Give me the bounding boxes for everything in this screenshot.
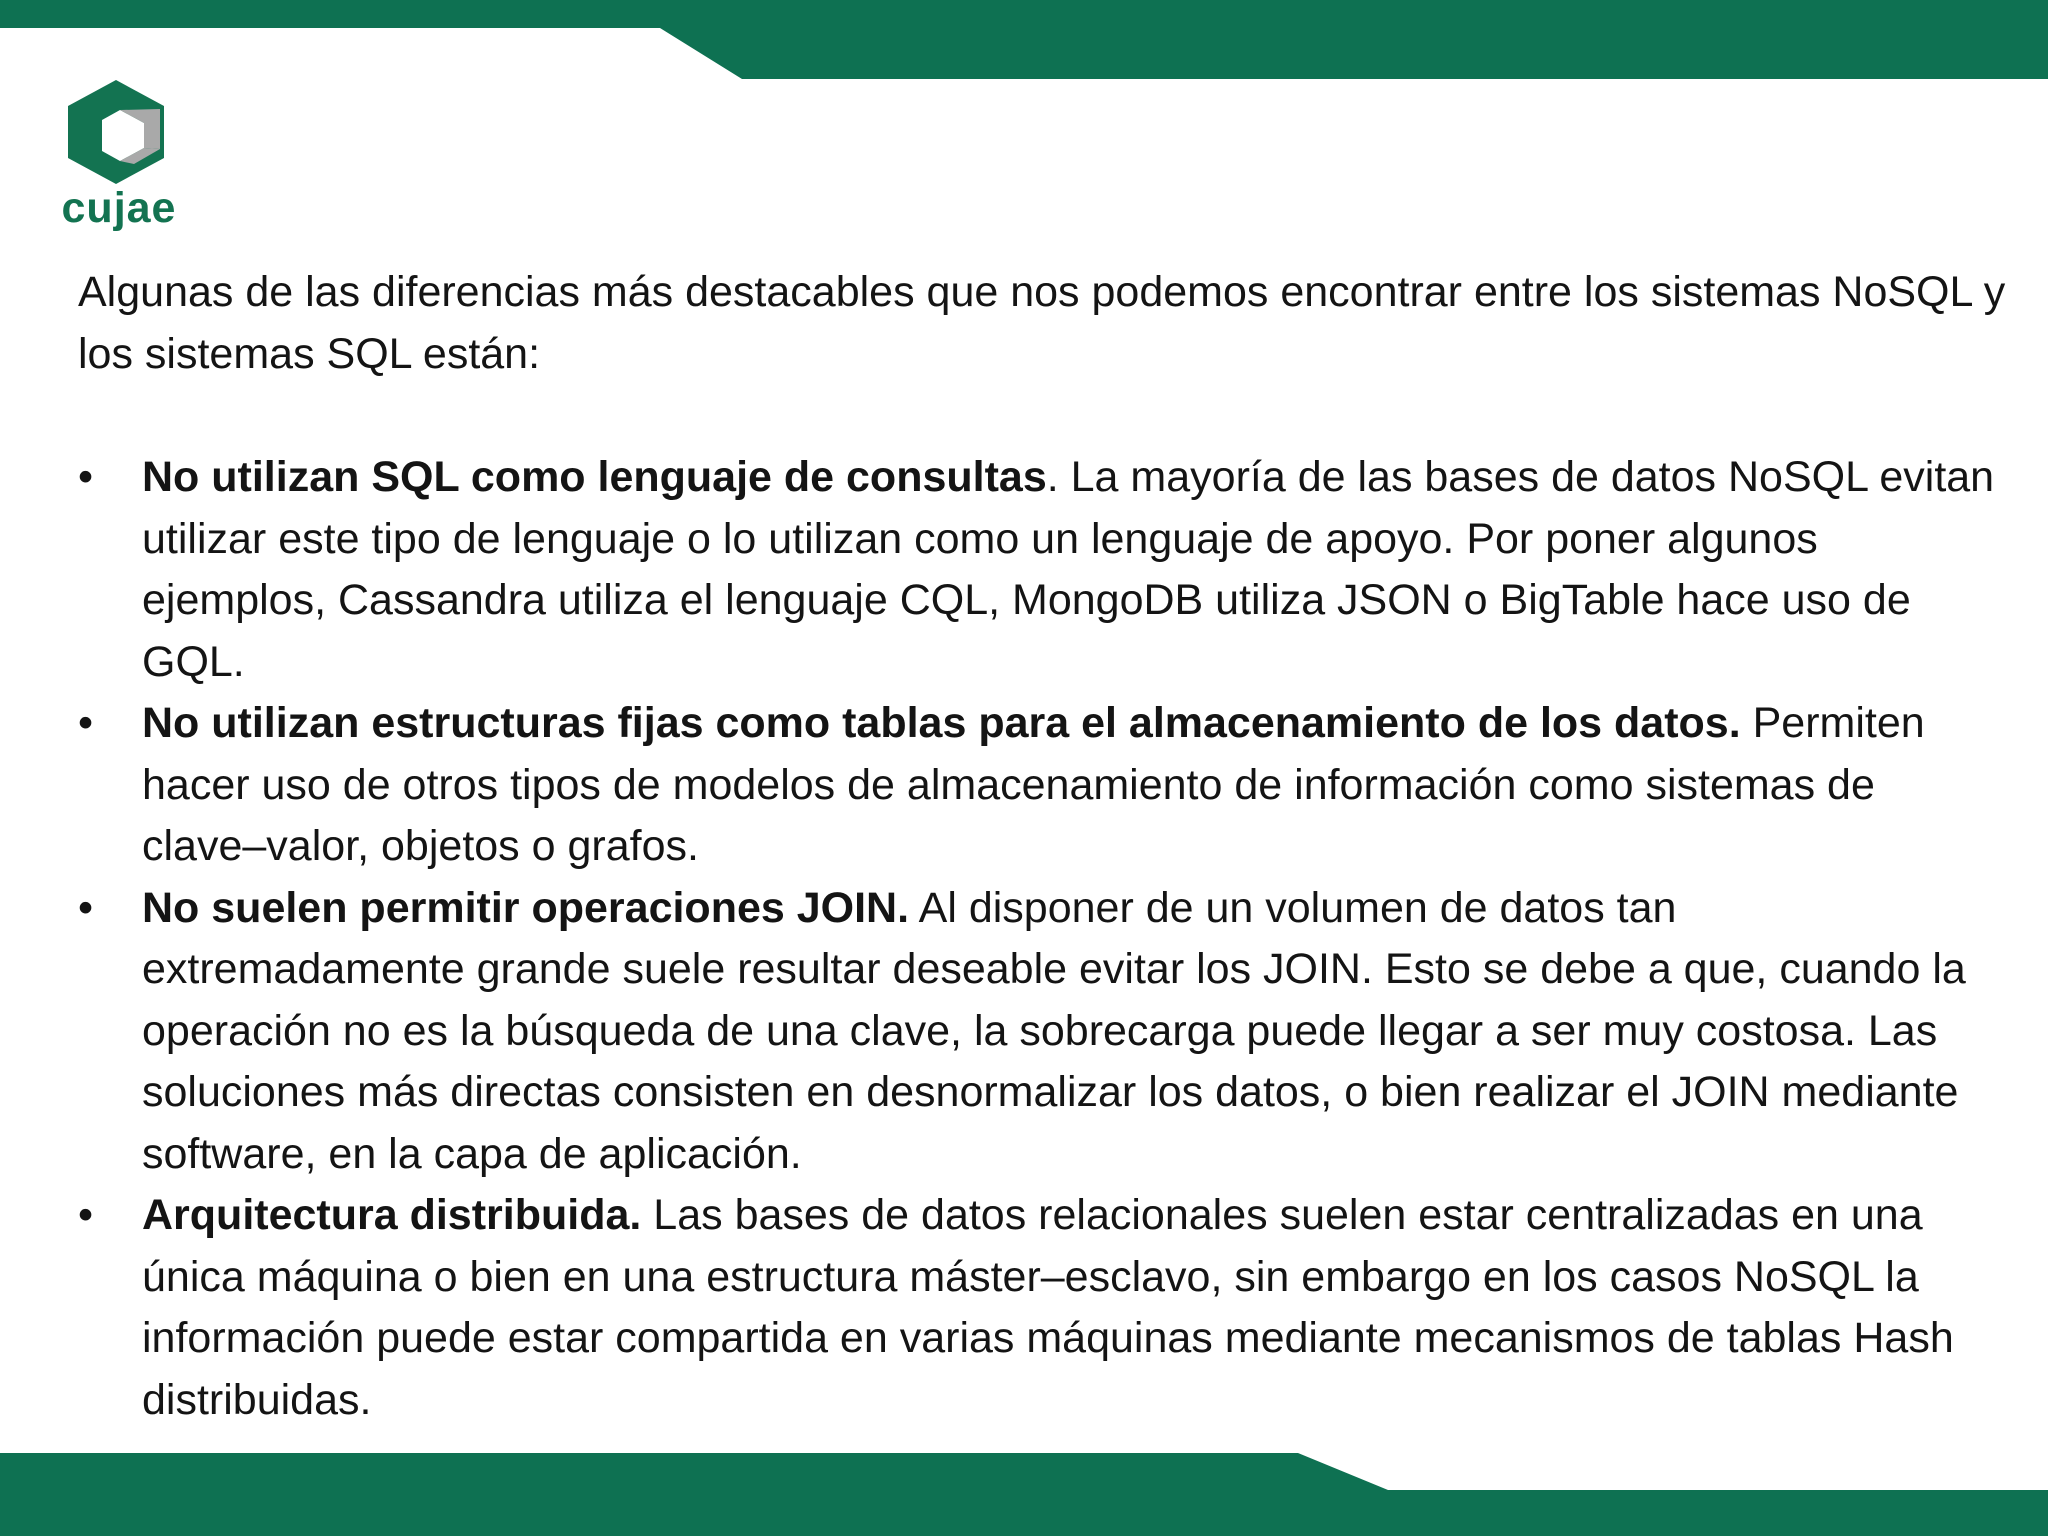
bullet-title: No suelen permitir operaciones JOIN.: [142, 883, 910, 932]
bullet-body: Las bases de datos relacionales suelen estar centralizadas en una única máquina o bien en una estructura máster–esclavo, sin embargo en los casos NoSQL la información puede estar compartida en varias máquinas mediante mecanismos de tablas Hash distribuidas.: [142, 1191, 1954, 1424]
bullet-body: . La mayoría de las bases de datos NoSQL evitan utilizar este tipo de lenguaje o lo utilizan como un lenguaje de apoyo. Por poner algunos ejemplos, Cassandra utiliza el lenguaje CQL, MongoDB utiliza JSON o BigTable hace uso de GQL.: [142, 453, 1995, 686]
cube-hexagon-icon: [60, 76, 172, 188]
bullet-title: Arquitectura distribuida.: [142, 1191, 642, 1239]
bullet-list: [78, 447, 2008, 1431]
cujae-logo: [52, 76, 182, 246]
top-decorative-band: [0, 0, 2048, 80]
bullet-item: [78, 1185, 2008, 1431]
bullet-icon: •: [78, 1191, 94, 1239]
bullet-icon: •: [78, 883, 94, 932]
bullet-icon: •: [78, 699, 94, 747]
bullet-title: No utilizan SQL como lenguaje de consultas: [142, 453, 1047, 501]
bullet-body: Al disponer de un volumen de datos tan extremadamente grande suele resultar deseable evitar los JOIN. Esto se debe a que, cuando la operación no es la búsqueda de una clave, la sobrecarga puede llegar a ser muy costosa. Las soluciones más directas consisten en desnormalizar los datos, o bien realizar el JOIN mediante software, en la capa de aplicación.: [142, 883, 1966, 1178]
logo-wordmark: cujae: [61, 184, 177, 232]
intro-paragraph: Algunas de las diferencias más destacables que nos podemos encontrar entre los sistemas NoSQL y los sistemas SQL están:: [78, 268, 2006, 378]
bullet-icon: •: [78, 453, 94, 501]
bullet-item: [78, 693, 2008, 878]
bullet-body: Permiten hacer uso de otros tipos de modelos de almacenamiento de información como sistemas de clave–valor, objetos o grafos.: [142, 699, 1925, 870]
bottom-decorative-band: [0, 1450, 2048, 1536]
bullet-item: [78, 447, 2008, 693]
bullet-item: [78, 878, 2008, 1186]
bullet-title: No utilizan estructuras fijas como tablas para el almacenamiento de los datos.: [142, 699, 1741, 747]
slide-content: [78, 262, 2008, 1431]
